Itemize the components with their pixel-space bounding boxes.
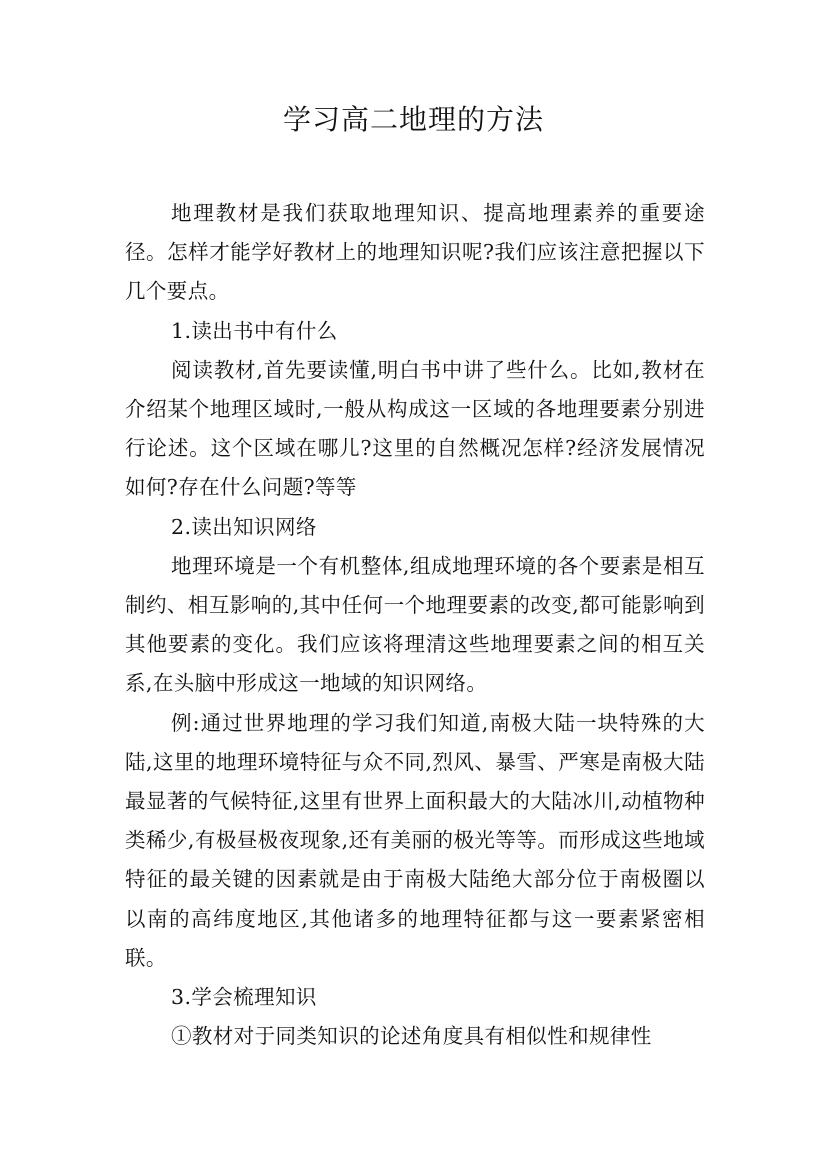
section-heading-2: 2.读出知识网络 [171,514,317,539]
section-2-paragraph: 地理环境是一个有机整体,组成地理环境的各个要素是相互制约、相互影响的,其中任何一个地理要素的改变,都可能影响到其他要素的变化。我们应该将理清这些地理要素之间的相互关系,在头脑中形成这一地域的知识网络。 [125,553,705,696]
section-3-paragraph: ①教材对于同类知识的论述角度具有相似性和规律性 [171,1024,652,1049]
intro-paragraph: 地理教材是我们获取地理知识、提高地理素养的重要途径。怎样才能学好教材上的地理知识呢?我们应该注意把握以下几个要点。 [125,201,705,304]
document-body [125,194,705,1056]
section-heading-1: 1.读出书中有什么 [171,318,338,343]
example-paragraph: 例:通过世界地理的学习我们知道,南极大陆一块特殊的大陆,这里的地理环境特征与众不同,烈风、暴雪、严寒是南极大陆最显著的气候特征,这里有世界上面积最大的大陆冰川,动植物种类稀少,有极昼极夜现象,还有美丽的极光等等。而形成这些地域特征的最关键的因素就是由于南极大陆绝大部分位于南极圈以以南的高纬度地区,其他诸多的地理特征都与这一要素紧密相联。 [125,710,705,970]
section-1-paragraph: 阅读教材,首先要读懂,明白书中讲了些什么。比如,教材在介绍某个地理区域时,一般从构成这一区域的各地理要素分别进行论述。这个区域在哪儿?这里的自然概况怎样?经济发展情况如何?存在什么问题?等等 [125,357,705,500]
document-title: 学习高二地理的方法 [282,103,544,136]
section-heading-3: 3.学会梳理知识 [171,985,317,1010]
